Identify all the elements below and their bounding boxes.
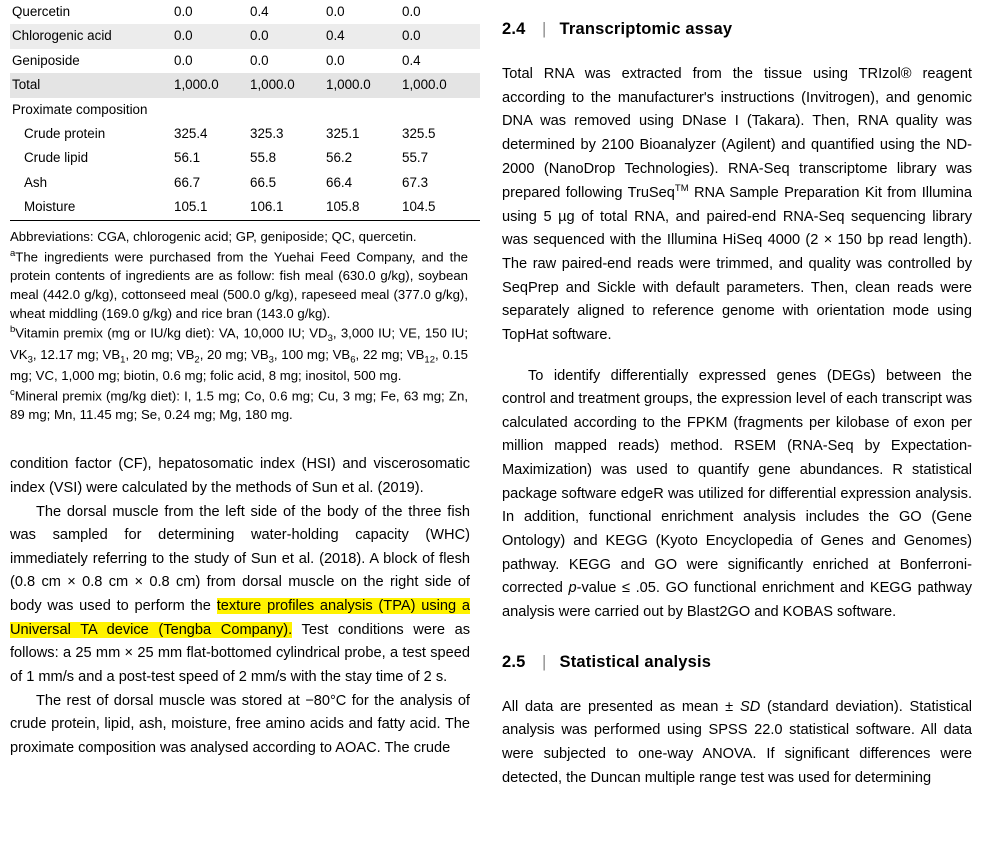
section-divider: | [542, 652, 547, 671]
spacer [502, 625, 972, 653]
row-label: Chlorogenic acid [10, 24, 172, 48]
section-heading-2-4 [502, 20, 972, 39]
row-value: 105.8 [324, 195, 400, 220]
row-value: 1,000.0 [248, 73, 324, 97]
paragraph-rest-of-muscle: The rest of dorsal muscle was stored at −80°C for the analysis of crude protein, lipid, ash, moisture, free amino acids and fatty acid. The proximate composition was analysed according to AOAC. The crude [10, 692, 470, 756]
italic-p-value: p [568, 580, 577, 597]
row-value: 0.0 [400, 24, 480, 48]
row-label: Total [10, 73, 172, 97]
highlighted-text: texture profiles analysis (TPA) using a Universal TA device (Tengba Company). [10, 598, 471, 638]
row-value: 55.7 [402, 150, 429, 166]
section-divider: | [542, 20, 547, 38]
paragraph-text-part-b: (standard deviation). Statistical analysis was performed using SPSS 22.0 statistical software. All data were subjected to one-way ANOVA. If significant differences were detected, the Duncan multiple range test was used for determining [502, 698, 973, 786]
footnote-abbreviations: Abbreviations: CGA, chlorogenic acid; GP, geniposide; QC, quercetin. [10, 228, 417, 244]
right-body-text-2 [502, 696, 972, 791]
row-value: 0.0 [248, 24, 324, 48]
row-value: 106.1 [248, 195, 324, 220]
diet-composition-table [10, 0, 480, 221]
paragraph-text-part-a: To identify differentially expressed genes (DEGs) between the control and treatment groups, the expression level of each transcript was calculated according to the FPKM (fragments per kilobase of exon per million mapped reads) method. RSEM (RNA-Seq by Expectation-Maximization) was used to quantify gene abundances. R statistical package software edgeR was utilized for differential expression analysis. In addition, functional enrichment analysis includes the GO (Gene Ontology) and KEGG (Kyoto Encyclopedia of Genes and Genomes) pathway. KEGG and GO were significantly enriched at Bonferroni-corrected [502, 367, 972, 597]
table-row [10, 49, 480, 73]
footnote-c [10, 386, 468, 425]
table-body [10, 0, 480, 220]
footnote-b-text-8: , 0.15 mg; VC, 1,000 mg; biotin, 0.6 mg; folic acid, 8 mg; inositol, 500 mg. [10, 347, 469, 384]
table-footnotes [10, 228, 468, 426]
row-value: 104.5 [400, 195, 480, 220]
section-title: Transcriptomic assay [559, 20, 733, 38]
italic-sd: SD [739, 698, 761, 715]
paragraph-text-part-b: RNA Sample Preparation Kit from Illumina using 5 µg of total RNA, and paired-end RNA-Seq sequencing library was sequenced with the Illumina HiSeq 4000 (2 × 150 bp read length). The raw paired-end reads were trimmed, and quality was controlled by SeqPrep and Sickle with default parameters. Then, clean reads were separately aligned to reference genome with orientation mode using TopHat software. [502, 185, 972, 343]
paragraph-condition-factor: condition factor (CF), hepatosomatic index (HSI) and viscerosomatic index (VSI) were calculated by the methods of Sun et al. (2019). [10, 456, 470, 496]
footnote-b-text-5: , 20 mg; VB [199, 347, 269, 363]
row-value: 325.3 [250, 126, 284, 142]
row-value [324, 98, 400, 122]
section-title: Statistical analysis [559, 652, 712, 671]
footnote-b-sub-4: 2 [194, 354, 200, 366]
spacer [502, 672, 972, 696]
section-heading-2-5 [502, 653, 972, 672]
footnote-b-sub-3: 1 [120, 354, 126, 366]
row-label: Quercetin [12, 4, 71, 19]
footnote-b-sub-7: 12 [424, 354, 435, 366]
footnote-b-sub-2: 3 [27, 354, 33, 366]
row-label: Ash [24, 174, 48, 190]
left-body-text [10, 453, 470, 760]
section-number: 2.5 [502, 652, 526, 671]
row-label: Proximate composition [12, 101, 148, 117]
paragraph-text-part-b: Test conditions were as follows: a 25 mm × 25 mm flat-bottomed cylindrical probe, a test speed of 1 mm/s and a post-test speed of 2 mm/s with the stay time of 2 s. [10, 621, 470, 686]
left-column [10, 0, 470, 848]
row-label: Moisture [10, 195, 172, 220]
spacer [10, 425, 470, 453]
paragraph-total-rna [502, 63, 972, 348]
row-value: 0.0 [326, 52, 345, 68]
footnote-b-sub-1: 3 [327, 333, 333, 345]
footnote-a [10, 247, 468, 324]
table-row-total [10, 73, 480, 97]
row-value: 1,000.0 [324, 73, 400, 97]
row-value: 325.1 [326, 126, 360, 142]
table-row [10, 0, 480, 24]
table-row [10, 146, 480, 170]
row-value: 325.4 [174, 126, 208, 142]
row-label: Geniposide [12, 52, 80, 68]
row-value: 55.8 [250, 150, 277, 166]
footnote-b-text-2: , 3,000 IU; VE, 150 IU; VK [10, 325, 468, 363]
row-value: 56.1 [174, 150, 201, 166]
footnote-c-marker: c [10, 387, 15, 399]
row-value: 67.3 [402, 174, 429, 190]
row-value: 0.0 [174, 52, 193, 68]
paragraph-degs [502, 365, 972, 625]
row-value [400, 98, 480, 122]
table-row-subheader [10, 98, 480, 122]
footnote-b-text-6: , 100 mg; VB [273, 347, 351, 363]
table-row [10, 195, 480, 220]
footnote-b-marker: b [10, 324, 16, 336]
footnote-b-text-3: , 12.17 mg; VB [32, 347, 121, 363]
right-column [502, 0, 972, 848]
row-value: 0.0 [172, 24, 248, 48]
table-row [10, 24, 480, 48]
row-value: 66.7 [174, 174, 201, 190]
row-value: 325.5 [402, 126, 436, 142]
footnote-b-sub-5: 3 [268, 354, 274, 366]
row-label: Crude protein [24, 126, 106, 142]
footnote-b-sub-6: 6 [350, 354, 356, 366]
row-value: 1,000.0 [400, 73, 480, 97]
paragraph-dorsal-muscle [10, 501, 470, 690]
trademark-superscript: TM [674, 183, 689, 195]
spacer [502, 39, 972, 63]
footnote-a-marker: a [10, 247, 16, 259]
row-value: 0.4 [324, 24, 400, 48]
paragraph-text-part-a: Total RNA was extracted from the tissue using TRIzol® reagent according to the manufacturer's instructions (Invitrogen), and genomic DNA was removed using DNase I (Takara). Then, RNA quality was determined by 2100 Bioanalyzer (Agilent) and quantified using the ND-2000 (NanoDrop Technologies). RNA-Seq transcriptome library was prepared following TruSeq [502, 66, 972, 202]
section-number: 2.4 [502, 20, 526, 38]
row-value: 56.2 [326, 150, 353, 166]
row-value: 0.4 [250, 4, 269, 19]
row-value: 66.4 [326, 174, 353, 190]
table-row [10, 122, 480, 146]
footnote-b-text-4: , 20 mg; VB [125, 347, 195, 363]
row-value: 0.0 [250, 52, 269, 68]
paragraph-text-part-a: All data are presented as mean ± [502, 698, 740, 715]
footnote-b-text-7: , 22 mg; VB [355, 347, 425, 363]
paragraph-text-part-b: -value ≤ .05. GO functional enrichment and KEGG pathway analysis were carried out by Blast2GO and KOBAS software. [502, 580, 972, 620]
row-value [248, 98, 324, 122]
paragraph-statistics [502, 696, 972, 791]
row-value: 0.0 [402, 4, 421, 19]
row-value: 66.5 [250, 174, 277, 190]
row-value: 105.1 [172, 195, 248, 220]
row-value: 0.4 [402, 52, 421, 68]
row-label: Crude lipid [24, 150, 89, 166]
row-value: 0.0 [326, 4, 345, 19]
right-body-text-1 [502, 63, 972, 625]
footnote-b-text-1: Vitamin premix (mg or IU/kg diet): VA, 10,000 IU; VD [15, 325, 328, 341]
footnote-a-text: The ingredients were purchased from the Yuehai Feed Company, and the protein contents of ingredients are as follow: fish meal (630.0 g/kg), soybean meal (442.0 g/kg), cottonseed meal (500.0 g/kg), rapeseed meal (377.0 g/kg), wheat middling (169.0 g/kg) and rice bran (143.0 g/kg). [10, 248, 468, 321]
row-value [172, 98, 248, 122]
footnote-c-text: Mineral premix (mg/kg diet): I, 1.5 mg; Co, 0.6 mg; Cu, 3 mg; Fe, 63 mg; Zn, 89 mg; Mn, 11.45 mg; Se, 0.24 mg; Mg, 180 mg. [10, 388, 468, 423]
spacer [502, 0, 972, 20]
table-row [10, 171, 480, 195]
footnote-b [10, 323, 468, 386]
row-value: 1,000.0 [172, 73, 248, 97]
row-value: 0.0 [174, 4, 193, 19]
paragraph-text-part-a: The dorsal muscle from the left side of the body of the three fish was sampled for determining water-holding capacity (WHC) immediately referring to the study of Sun et al. (2018). A block of flesh (0.8 cm × 0.8 cm × 0.8 cm) from dorsal muscle on the right side of body was used to perform the [10, 503, 470, 615]
